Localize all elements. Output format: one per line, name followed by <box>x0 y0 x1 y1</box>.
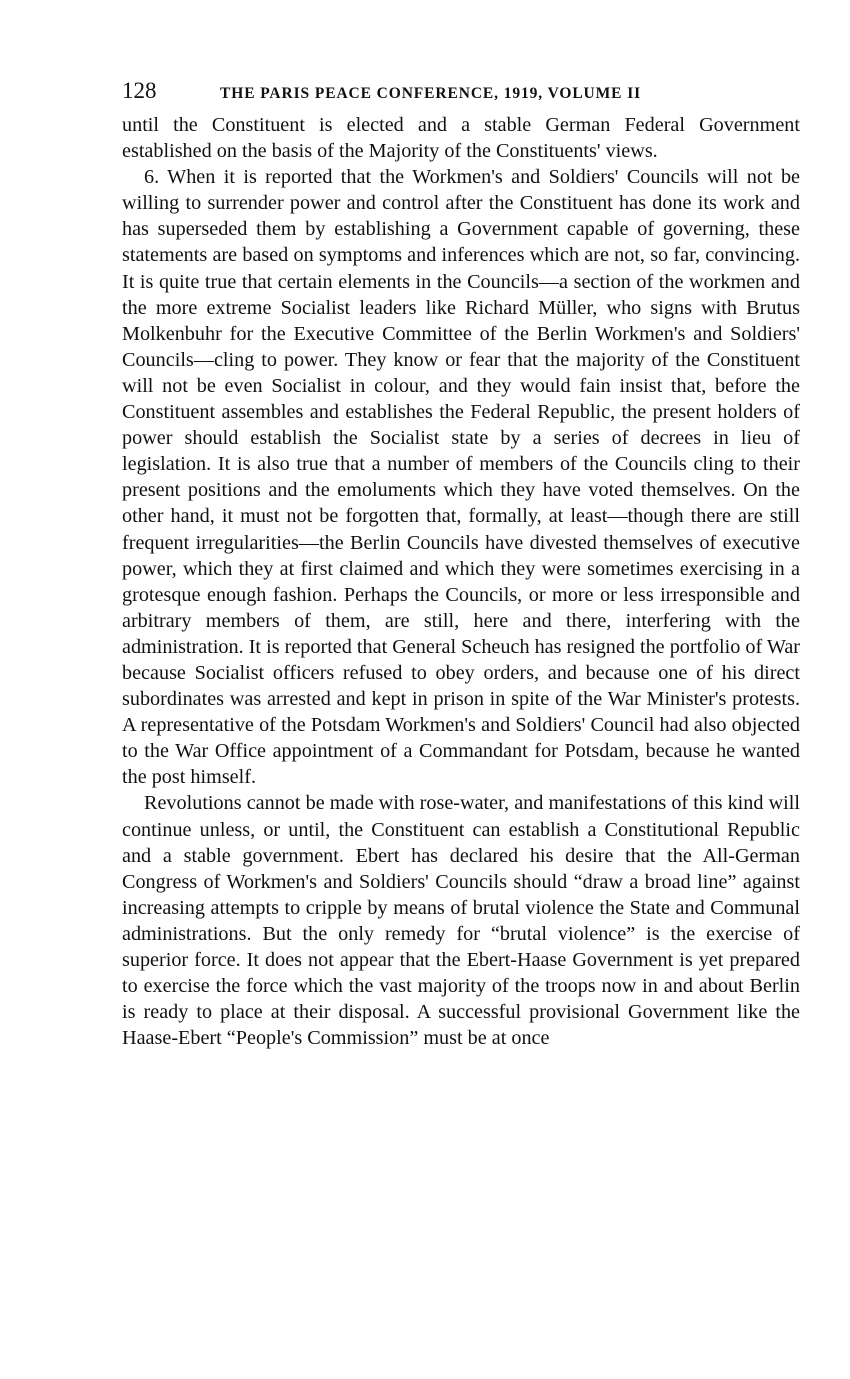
paragraph-continuation: until the Constituent is elected and a stable German Federal Government established on the basis of the Majority of the Constituents' views. <box>122 114 800 163</box>
running-head: THE PARIS PEACE CONFERENCE, 1919, VOLUME II <box>220 85 642 102</box>
page-header <box>122 78 800 112</box>
document-page <box>122 78 800 1051</box>
body-text <box>122 112 800 1051</box>
page-number: 128 <box>122 78 157 103</box>
paragraph-revolutions: Revolutions cannot be made with rose-water, and manifestations of this kind will continue unless, or until, the Constituent can establish a Constitutional Republic and a stable government. Ebert has declared his desire that the All-German Congress of Workmen's and Soldiers' Councils should “draw a broad line” against increasing attempts to cripple by means of brutal violence the State and Communal administrations. But the only remedy for “brutal violence” is the exercise of superior force. It does not appear that the Ebert-Haase Government is yet prepared to exercise the force which the vast majority of the troops now in and about Berlin is ready to place at their disposal. A successful provisional Government like the Haase-Ebert “People's Commission” must be at once <box>122 792 800 1050</box>
paragraph-section-6: 6. When it is reported that the Workmen's and Soldiers' Councils will not be willing to surrender power and control after the Constituent has done its work and has superseded them by establishing a Government capable of governing, these statements are based on symptoms and inferences which are not, so far, convincing. It is quite true that certain elements in the Councils—a section of the workmen and the more extreme Socialist leaders like Richard Müller, who signs with Brutus Molkenbuhr for the Executive Committee of the Berlin Workmen's and Soldiers' Councils—cling to power. They know or fear that the majority of the Constituent will not be even Socialist in colour, and they would fain insist that, before the Constituent assembles and establishes the Federal Republic, the present holders of power should establish the Socialist state by a series of decrees in lieu of legislation. It is also true that a number of members of the Councils cling to their present positions and the emoluments which they have voted themselves. On the other hand, it must not be forgotten that, formally, at least—though there are still frequent irregularities—the Berlin Councils have divested themselves of executive power, which they at first claimed and which they were sometimes exercising in a grotesque enough fashion. Perhaps the Councils, or more or less irresponsible and arbitrary members of them, are still, here and there, interfering with the administration. It is reported that General Scheuch has resigned the portfolio of War because Socialist officers refused to obey orders, and because one of his direct subordinates was arrested and kept in prison in spite of the War Minister's protests. A representative of the Potsdam Workmen's and Soldiers' Council had also objected to the War Office appointment of a Commandant for Potsdam, because he wanted the post himself. <box>122 166 801 789</box>
